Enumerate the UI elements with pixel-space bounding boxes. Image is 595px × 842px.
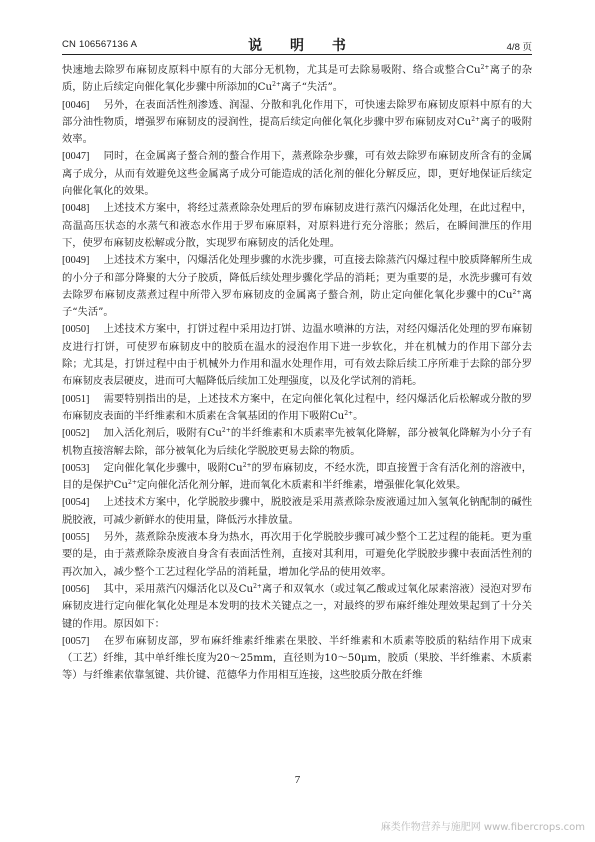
paragraph xyxy=(62,252,532,321)
paragraph-number: [0054] xyxy=(62,497,90,509)
paragraph xyxy=(62,425,532,460)
paragraph-text: 其中，采用蒸汽闪爆活化以及Cu xyxy=(103,582,254,595)
paragraph-number: [0052] xyxy=(62,428,90,440)
paragraph-text: 上述技术方案中，将经过蒸煮除杂处理后的罗布麻韧皮进行蒸汽闪爆活化处理，在此过程中，高温高压状态的水蒸气和液态水作用于罗布麻原料，对原料进行充分溶胀；然后，在瞬间泄压的作用下，使罗布麻韧皮松解或分散，实现罗布麻韧皮的活化处理。 xyxy=(62,202,532,249)
ion-charge-superscript: 2+ xyxy=(471,115,481,123)
paragraph-text: 快速地去除罗布麻韧皮原料中原有的大部分无机物，尤其是可去除易吸附、络合或整合Cu xyxy=(62,64,481,76)
paragraph-number: [0051] xyxy=(62,393,90,405)
patent-number: CN 106567136 A xyxy=(62,39,138,50)
paragraph xyxy=(62,391,532,426)
ion-charge-superscript: 2+ xyxy=(253,582,262,590)
paragraph-text: 的半纤维素和木质素率先被氧化降解，部分被氧化降解为小分子有机物直接溶解去除，部分被氧化为后续化学脱胶更易去除的物质。 xyxy=(62,427,532,457)
paragraph-text: 同时，在金属离子螯合剂的螯合作用下，蒸煮除杂步骤，可有效去除罗布麻韧皮所含有的金属离子成分，从而有效避免这些金属离子成分可能造成的活化剂的催化分解反应，即，更好地保证后续定向催化氧化的效果。 xyxy=(62,150,532,198)
paragraph-text: 离子“失活”。 xyxy=(62,288,532,319)
paragraph-text: 上述技术方案中，化学脱胶步骤中，脱胶液是采用蒸煮除杂废液通过加入氢氧化钠配制的碱性脱胶液，可减少新鲜水的使用量，降低污水排放量。 xyxy=(62,496,532,526)
ion-charge-superscript: 2+ xyxy=(242,461,252,469)
paragraph-text: 加入活化剂后，吸附有Cu xyxy=(103,427,222,440)
paragraph xyxy=(62,460,532,495)
paragraph-text: 上述技术方案中，闪爆活化处理步骤的水洗步骤，可直接去除蒸汽闪爆过程中胶质降解所生成的小分子和部分降聚的大分子胶质，降低后续处理步骤化学品的消耗；更为重要的是，水洗步骤可有效去除罗布麻韧皮蒸煮过程中所带入罗布麻韧皮的金属离子螯合剂，防止定向催化氧化步骤中的Cu xyxy=(62,254,532,301)
paragraph-text: 离子和双氧水（或过氧乙酸或过氧化尿素溶液）浸泡对罗布麻韧皮进行定向催化氧化处理是本发明的技术关键点之一，对最终的罗布麻纤维处理效果起到了十分关键的作用。原因如下： xyxy=(62,582,533,630)
paragraph-text: 需要特别指出的是，上述技术方案中，在定向催化氧化过程中，经闪爆活化后松解或分散的罗布麻韧皮表面的半纤维素和木质素在含氧基团的作用下吸附Cu xyxy=(62,392,532,422)
ion-charge-superscript: 2+ xyxy=(512,288,522,296)
paragraph xyxy=(62,529,532,581)
paragraph-number: [0046] xyxy=(62,99,90,111)
paragraph-text: 上述技术方案中，打饼过程中采用边打饼、边温水喷淋的方法，对经闪爆活化处理的罗布麻韧皮进行打饼，可使罗布麻韧皮中的胶质在温水的浸泡作用下进一步软化，并在机械力的作用下部分去除；尤其是，打饼过程中由于机械外力作用和温水处理作用，可有效去除后续工序所难于去除的部分罗布麻韧皮表层硬皮，进而可大幅降低后续加工处理强度，以及化学试剂的消耗。 xyxy=(62,323,532,388)
paragraph-text: 定向催化活化剂分解，进而氧化木质素和半纤维素，增强催化氧化效果。 xyxy=(136,479,467,492)
ion-charge-superscript: 2+ xyxy=(128,479,137,487)
description-body xyxy=(62,62,532,685)
paragraph-text: 。 xyxy=(353,409,364,422)
paragraph-text: 另外，蒸煮除杂废液本身为热水，再次用于化学脱胶步骤可减少整个工艺过程的能耗。更为重要的是，由于蒸煮除杂废液自身含有表面活性剂，直接对其利用，可避免化学脱胶步骤中表面活性剂的再次加入，减少整个工艺过程化学品的消耗量，增加化学品的使用效率。 xyxy=(62,531,532,578)
paragraph-number: [0049] xyxy=(62,255,90,267)
paragraph-number: [0055] xyxy=(62,532,90,544)
ion-charge-superscript: 2+ xyxy=(480,64,490,71)
paragraph xyxy=(62,148,532,200)
paragraph-text: 定向催化氧化步骤中，吸附Cu xyxy=(103,461,243,474)
paragraph xyxy=(62,633,532,685)
paragraph-text: 另外，在表面活性剂渗透、润湿、分散和乳化作用下，可快速去除罗布麻韧皮原料中原有的大部分油性物质，增强罗布麻韧皮的浸润性，提高后续定向催化氧化步骤中罗布麻韧皮对Cu xyxy=(62,98,532,128)
paragraph xyxy=(62,200,532,252)
ion-charge-superscript: 2+ xyxy=(272,81,282,89)
ion-charge-superscript: 2+ xyxy=(344,409,354,417)
paragraph-number: [0053] xyxy=(62,462,90,474)
paragraph xyxy=(62,62,532,97)
paragraph-number: [0048] xyxy=(62,203,90,215)
paragraph-text: 离子的杂质，防止后续定向催化氧化步骤中所添加的Cu xyxy=(62,64,533,94)
paragraph-number: [0057] xyxy=(62,635,90,647)
paragraph xyxy=(62,97,532,149)
document-title: 说 明 书 xyxy=(248,37,358,53)
paragraph xyxy=(62,581,532,633)
paragraph-text: 在罗布麻韧皮部，罗布麻纤维素纤维素在果胶、半纤维素和木质素等胶质的粘结作用下成束（工艺）纤维，其中单纤维长度为20～25mm，直径则为10～50μm，胶质（果胶、半纤维素、木质素等）与纤维素依靠氢键、共价键、范德华力作用相互连接，这些胶质分散在纤维 xyxy=(62,634,532,682)
paragraph-text: 离子“失活”。 xyxy=(281,81,344,94)
page-header xyxy=(62,36,532,55)
paragraph-number: [0056] xyxy=(62,583,90,595)
paragraph-number: [0050] xyxy=(62,324,90,336)
ion-charge-superscript: 2+ xyxy=(221,427,231,435)
paragraph-number: [0047] xyxy=(62,151,90,163)
paragraph-text: 的罗布麻韧皮，不经水洗，即直接置于含有活化剂的溶液中，目的是保护Cu xyxy=(62,461,533,492)
watermark: 麻类作物营养与施肥网 www.fibercrops.com xyxy=(380,822,585,833)
paragraph xyxy=(62,321,532,390)
paragraph-text: 离子的吸附效率。 xyxy=(62,115,532,146)
paragraph xyxy=(62,494,532,529)
page-number: 7 xyxy=(294,774,301,786)
page-indicator: 4/8 页 xyxy=(506,42,532,53)
